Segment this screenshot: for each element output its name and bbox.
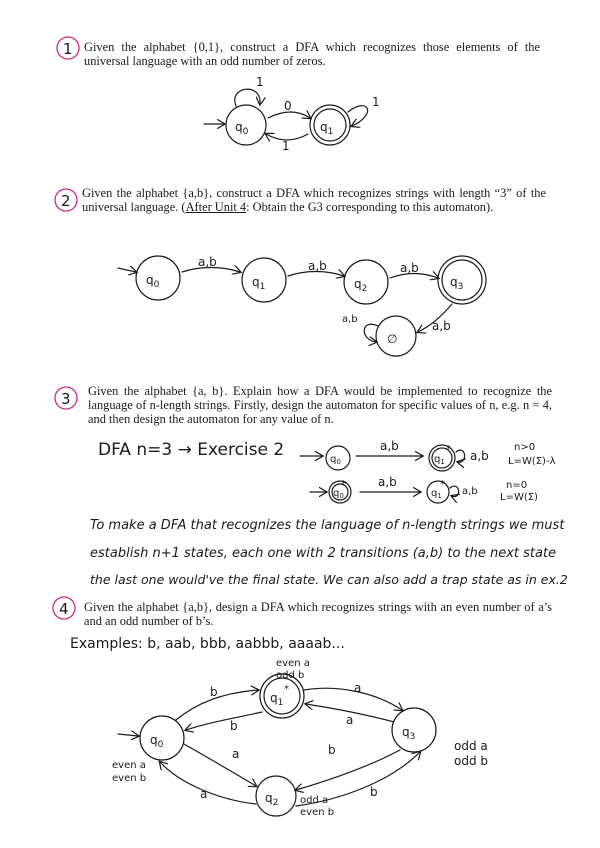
unit-4-reference: After Unit 4 [185,200,247,214]
svg-text:a,b: a,b [400,261,419,275]
ex4-examples: Examples: b, aab, bbb, aabbb, aaaab... [70,636,345,652]
svg-text:1: 1 [372,95,380,109]
d2-state-trap [376,316,416,356]
svg-text:q3: $q_3$ [450,275,464,292]
svg-text:q2: $q_2$ [265,791,279,808]
svg-text:∅: ∅ [387,332,398,346]
svg-text:q3: $q_3$ [402,725,416,742]
svg-text:b: b [328,743,336,757]
svg-text:a: a [232,747,240,761]
svg-text:q1: $q_1$ [431,488,442,500]
svg-text:1: 1 [256,75,264,89]
d1-state-q0 [226,105,266,145]
svg-text:1: 1 [282,139,290,153]
ex3-row-1 [300,439,556,471]
d1-state-q1 [310,105,350,145]
svg-text:q1: $q_1$ [252,275,266,292]
d4-state-q0 [140,716,184,760]
svg-text:odd a: odd a [300,795,329,806]
exercise-2-text: Given the alphabet {a,b}, construct a DFA which recognizes strings with length “3” of the universal language. (After Unit 4: Obtain the G3 corresponding to this automaton). [82,186,546,214]
svg-text:L=W(Σ): L=W(Σ) [500,492,538,503]
diagram-1 [204,75,380,153]
svg-text:odd b: odd b [276,670,305,681]
exercise-3-text: Given the alphabet {a, b}. Explain how a DFA would be implemented to recognize the language of n-length strings. Firstly, design the automaton for specific values of n, e.g. n = 4, and then design the automaton for any value of n. [88,384,552,426]
svg-text:L=W(Σ)-λ: L=W(Σ)-λ [508,456,556,467]
svg-text:a,b: a,b [342,314,358,325]
svg-text:n>0: n>0 [514,442,536,453]
svg-text:a,b: a,b [378,475,397,489]
svg-text:*: * [446,444,451,455]
svg-text:*: * [341,479,346,490]
svg-text:even b: even b [300,807,335,818]
svg-text:2: 2 [61,192,71,210]
svg-text:q0: $q_0$ [235,120,249,137]
ex3-explanation-line-2: establish n+1 states, each one with 2 transitions (a,b) to the next state [90,546,557,561]
svg-text:even a: even a [112,760,146,771]
d2-state-q3 [438,256,486,304]
svg-text:3: 3 [61,390,71,408]
ex3-heading: DFA n=3 → Exercise 2 [98,440,285,460]
svg-text:a: a [200,787,208,801]
svg-text:a,b: a,b [380,439,399,453]
svg-text:q2: $q_2$ [354,277,368,294]
svg-text:*: * [284,684,289,695]
diagram-4 [112,658,488,818]
svg-text:0: 0 [284,99,292,113]
svg-text:*: * [440,479,445,490]
d2-state-q2 [344,260,388,304]
svg-text:4: 4 [59,600,69,618]
svg-text:b: b [210,685,218,699]
ex3-explanation-line-3: the last one would've the final state. We can also add a trap state as in ex.2 [90,572,568,587]
svg-text:a,b: a,b [198,255,217,269]
svg-text:q0: $q_0$ [330,454,341,466]
d4-state-q2 [256,776,296,816]
svg-text:a: a [354,681,362,695]
svg-text:a,b: a,b [470,449,489,463]
svg-text:a,b: a,b [308,259,327,273]
svg-text:q1: $q_1$ [434,454,445,466]
svg-text:1: 1 [63,40,73,58]
svg-text:q1: $q_1$ [270,691,284,708]
exercise-1-number [57,37,79,59]
svg-text:even a: even a [276,658,310,669]
diagram-2 [118,255,486,356]
svg-text:odd b: odd b [454,754,489,768]
d4-state-q3 [392,708,436,752]
d2-state-q1 [242,258,286,302]
svg-text:n=0: n=0 [506,480,528,491]
exercise-3-number [55,387,77,409]
ex3-row-2 [310,475,538,503]
svg-text:a,b: a,b [432,319,451,333]
svg-text:q1: $q_1$ [320,120,334,137]
svg-text:q0: $q_0$ [146,273,160,290]
exercise-1-text: Given the alphabet {0,1}, construct a DFA which recognizes those elements of the universal language with an odd number of zeros. [84,40,540,68]
exercise-4-text: Given the alphabet {a,b}, design a DFA which recognizes strings with an even number of a’s and an odd number of b’s. [84,600,552,628]
d2-state-q0 [136,256,180,300]
svg-text:a: a [346,713,354,727]
svg-text:even b: even b [112,773,147,784]
svg-text:q0: $q_0$ [150,733,164,750]
svg-text:b: b [370,785,378,799]
svg-text:b: b [230,719,238,733]
svg-text:q0: $q_0$ [333,488,344,500]
svg-text:a,b: a,b [462,486,478,497]
exercise-4-number [53,597,75,619]
ex3-explanation-line-1: To make a DFA that recognizes the language of n-length strings we must [90,518,565,533]
exercise-2-number [55,189,77,211]
svg-text:odd a: odd a [454,739,488,753]
